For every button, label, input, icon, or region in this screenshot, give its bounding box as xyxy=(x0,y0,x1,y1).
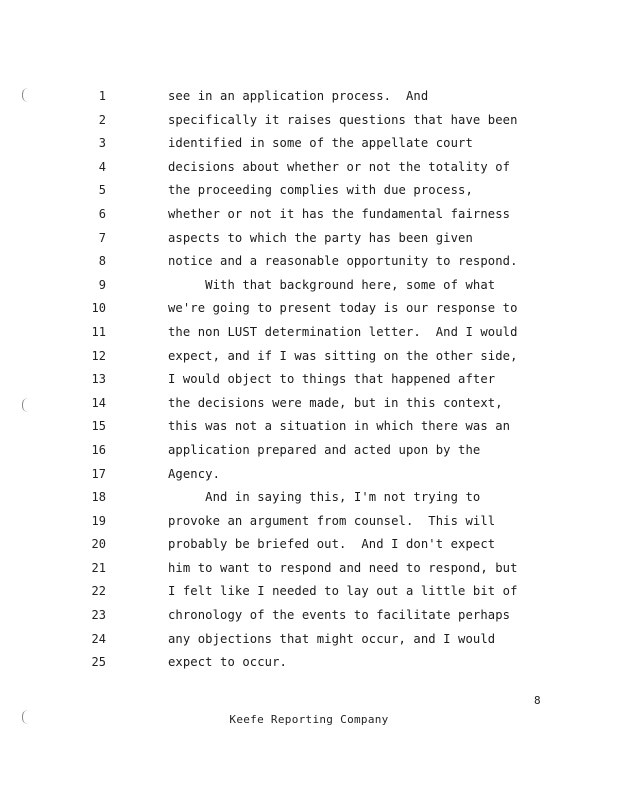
transcript-line xyxy=(0,486,618,510)
line-number: 25 xyxy=(91,655,106,670)
line-number: 5 xyxy=(98,183,106,198)
transcript-line xyxy=(0,297,618,321)
line-number: 21 xyxy=(91,560,106,575)
line-number: 16 xyxy=(91,442,106,457)
transcript-line xyxy=(0,392,618,416)
line-number: 15 xyxy=(91,419,106,434)
transcript-line xyxy=(0,203,618,227)
line-number: 17 xyxy=(91,466,106,481)
transcript-line xyxy=(0,321,618,345)
line-number: 18 xyxy=(91,490,106,505)
line-text: see in an application process. And xyxy=(168,89,429,103)
line-number: 8 xyxy=(98,254,106,269)
line-text: provoke an argument from counsel. This will xyxy=(168,513,496,528)
line-text: chronology of the events to facilitate perhaps xyxy=(168,608,511,623)
footer-reporter: Keefe Reporting Company xyxy=(229,713,389,726)
line-number: 9 xyxy=(98,277,106,292)
line-number: 4 xyxy=(98,159,106,174)
line-text: the decisions were made, but in this context, xyxy=(168,395,503,410)
line-text: whether or not it has the fundamental fairness xyxy=(168,206,511,221)
line-text: expect to occur. xyxy=(168,655,287,670)
transcript-line xyxy=(0,85,618,109)
transcript-line xyxy=(0,557,618,581)
transcript-line xyxy=(0,345,618,369)
line-text: application prepared and acted upon by the xyxy=(168,442,481,457)
transcript-line xyxy=(0,463,618,487)
line-number: 3 xyxy=(98,136,106,151)
line-text: probably be briefed out. And I don't expect xyxy=(168,537,496,552)
line-text: And in saying this, I'm not trying to xyxy=(168,490,481,505)
transcript-line xyxy=(0,415,618,439)
transcript-line xyxy=(0,250,618,274)
line-number: 13 xyxy=(91,372,106,387)
line-text: this was not a situation in which there was an xyxy=(168,419,511,434)
line-number: 22 xyxy=(91,584,106,599)
line-text: I would object to things that happened after xyxy=(168,372,496,387)
line-text: decisions about whether or not the totality of xyxy=(168,159,511,174)
transcript-line xyxy=(0,439,618,463)
transcript-line xyxy=(0,156,618,180)
line-number: 11 xyxy=(91,324,106,339)
line-text: specifically it raises questions that have been xyxy=(168,112,518,127)
transcript-line xyxy=(0,179,618,203)
transcript-lines xyxy=(0,85,618,675)
line-text: aspects to which the party has been given xyxy=(168,230,473,245)
line-number: 7 xyxy=(98,230,106,245)
line-text: the non LUST determination letter. And I would xyxy=(168,324,518,339)
line-text: I felt like I needed to lay out a little bit of xyxy=(168,584,518,599)
transcript-line xyxy=(0,274,618,298)
line-number: 2 xyxy=(98,112,106,127)
line-text: With that background here, some of what xyxy=(168,277,496,292)
line-text: the proceeding complies with due process, xyxy=(168,183,473,198)
transcript-line xyxy=(0,227,618,251)
transcript-line xyxy=(0,109,618,133)
line-number: 12 xyxy=(91,348,106,363)
line-number: 6 xyxy=(98,206,106,221)
line-number: 23 xyxy=(91,608,106,623)
line-number: 24 xyxy=(91,631,106,646)
transcript-line xyxy=(0,533,618,557)
transcript-line xyxy=(0,651,618,675)
transcript-line xyxy=(0,580,618,604)
line-number: 1 xyxy=(98,89,106,103)
line-text: any objections that might occur, and I would xyxy=(168,631,496,646)
line-text: him to want to respond and need to respond, but xyxy=(168,560,518,575)
transcript-line xyxy=(0,510,618,534)
line-text: notice and a reasonable opportunity to respond. xyxy=(168,254,518,269)
line-number: 14 xyxy=(91,395,106,410)
line-number: 20 xyxy=(91,537,106,552)
page-number: 8 xyxy=(534,694,541,707)
transcript-line xyxy=(0,132,618,156)
line-text: expect, and if I was sitting on the other side, xyxy=(168,348,518,363)
transcript-line xyxy=(0,604,618,628)
line-text: Agency. xyxy=(168,466,221,481)
line-number: 19 xyxy=(91,513,106,528)
line-text: identified in some of the appellate court xyxy=(168,136,473,151)
line-number: 10 xyxy=(91,301,106,316)
line-text: we're going to present today is our response to xyxy=(168,301,518,316)
transcript-line xyxy=(0,628,618,652)
transcript-line xyxy=(0,368,618,392)
